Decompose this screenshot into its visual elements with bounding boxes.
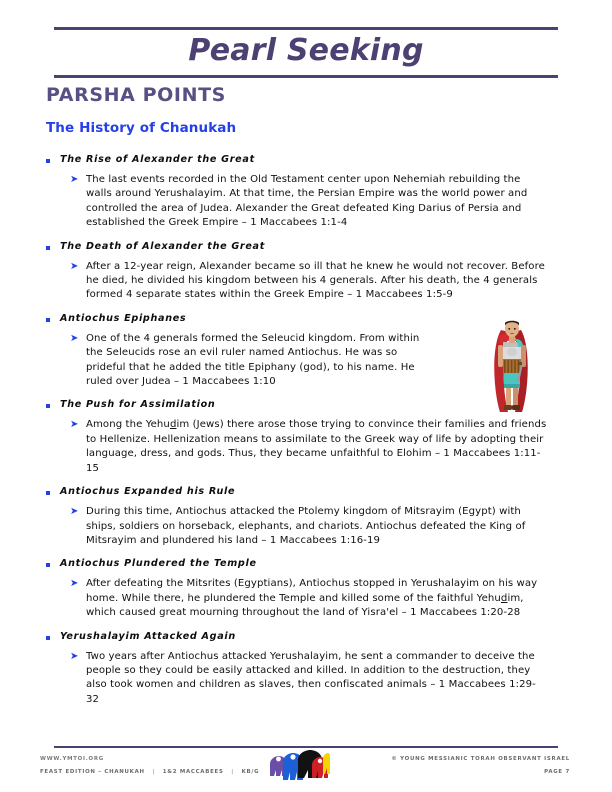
square-bullet-icon <box>46 159 50 163</box>
sub-section-title: The History of Chanukah <box>46 120 237 136</box>
topic-paragraph <box>70 650 566 708</box>
footer-page-number: PAGE 7 <box>544 768 570 775</box>
topic-heading <box>46 485 566 498</box>
content-body <box>46 144 566 708</box>
page-title: Pearl Seeking <box>188 33 424 68</box>
topic-label: The Rise of Alexander the Great <box>60 154 255 165</box>
topic-text: Two years after Antiochus attacked Yerushalayim, he sent a commander to deceive the people so they could be easily attacked and killed. In addition to the destruction, they also took women and children as slaves, then confiscated animals – 1 Maccabees 1:29-32 <box>86 650 536 705</box>
square-bullet-icon <box>46 563 50 567</box>
topic-block <box>46 398 566 476</box>
square-bullet-icon <box>46 246 50 250</box>
topic-block <box>46 630 566 708</box>
topic-block <box>46 312 566 390</box>
topic-text: Among the Yehudim (Jews) there arose those trying to convince their families and friends to Hellenize. Hellenization means to assimilate to the Greek way of life by adopting their language, dress, and gods. Thus, they became unfaithful to Elohim – 1 Maccabees 1:11-15 <box>86 419 547 474</box>
topic-label: Antiochus Plundered the Temple <box>60 558 257 570</box>
arrow-bullet-icon: ➤ <box>70 260 79 272</box>
topic-text-underlined: d <box>500 592 508 604</box>
topic-text: After defeating the Mitsrites (Egyptians), Antiochus stopped in Yerushalayim on his way home. While there, he plundered the Temple and killed some of the faithful Yehudim, which caused great mourning throughout the land of Yisra'el – 1 Maccabees 1:20-28 <box>86 578 538 619</box>
topic-heading <box>46 240 566 253</box>
footer-edition-line <box>40 766 259 779</box>
topic-paragraph <box>70 577 566 620</box>
footer-edition: FEAST EDITION – CHANUKAH <box>40 768 145 775</box>
square-bullet-icon <box>46 318 50 322</box>
topic-text-underlined: d <box>169 419 177 431</box>
footer-books: 1&2 MACCABEES <box>162 768 224 775</box>
arrow-bullet-icon: ➤ <box>70 650 79 662</box>
square-bullet-icon <box>46 491 50 495</box>
topic-label: The Push for Assimilation <box>60 399 216 411</box>
footer-left-block <box>40 753 259 778</box>
topic-block <box>46 485 566 548</box>
header-rule-bottom <box>54 75 558 78</box>
footer-initials: KB/G <box>241 768 260 775</box>
section-title: PARSHA POINTS <box>46 84 226 106</box>
topic-block <box>46 240 566 303</box>
topic-heading <box>46 312 566 325</box>
topic-label: Antiochus Expanded his Rule <box>60 486 236 498</box>
topic-text: After a 12-year reign, Alexander became so ill that he knew he would not recover. Before he died, he divided his kingdom between his 4 generals. After his death, the 4 generals formed 4 separate states within the Greek Empire – 1 Maccabees 1:5-9 <box>86 260 545 301</box>
topic-heading <box>46 630 566 643</box>
topic-heading <box>46 398 566 411</box>
topic-heading <box>46 153 566 166</box>
square-bullet-icon <box>46 404 50 408</box>
topic-text: One of the 4 generals formed the Seleucid kingdom. From within the Seleucids rose an evil ruler named Antiochus. He was so prideful that he added the title Epiphany (god), to his name. He ruled over Judea – 1 Maccabees 1:10 <box>86 332 420 388</box>
topic-label: Yerushalayim Attacked Again <box>60 630 236 642</box>
square-bullet-icon <box>46 636 50 640</box>
antiochus-soldier-illustration <box>489 314 535 414</box>
footer-separator: | <box>231 768 234 775</box>
footer-rule <box>54 746 558 748</box>
footer-website-url[interactable]: WWW.YMTOI.ORG <box>40 756 104 762</box>
topic-label: The Death of Alexander the Great <box>60 240 266 252</box>
topic-text: The last events recorded in the Old Testament center upon Nehemiah rebuilding the walls around Yerushalayim. At that time, the Persian Empire was the world power and controlled the area of Judea. Alexander the Great defeated King Darius of Persia and established the Greek Empire – 1 Maccabees 1:1-4 <box>86 174 528 229</box>
topic-paragraph <box>70 260 566 303</box>
arrow-bullet-icon: ➤ <box>70 419 79 431</box>
topic-paragraph <box>70 173 566 231</box>
footer-separator: | <box>152 768 156 775</box>
footer-right-block <box>391 753 570 778</box>
topic-paragraph <box>70 418 566 476</box>
arrow-bullet-icon: ➤ <box>70 174 79 185</box>
topic-block <box>46 557 566 620</box>
arrow-bullet-icon: ➤ <box>70 578 79 590</box>
footer-copyright: © YOUNG MESSIANIC TORAH OBSERVANT ISRAEL <box>391 756 570 762</box>
topic-block <box>46 153 566 231</box>
topic-label: Antiochus Epiphanes <box>60 312 187 324</box>
topic-paragraph <box>70 505 566 548</box>
topic-heading <box>46 557 566 570</box>
arrow-bullet-icon: ➤ <box>70 506 79 518</box>
topic-text: During this time, Antiochus attacked the Ptolemy kingdom of Mitsrayim (Egypt) with ships, soldiers on horseback, elephants, and chariots. Antiochus defeated the King of Mitsrayim and plundered his land – 1 Maccabees 1:16-19 <box>86 506 526 546</box>
arrow-bullet-icon: ➤ <box>70 332 79 344</box>
ymtoi-logo-icon <box>268 750 330 788</box>
